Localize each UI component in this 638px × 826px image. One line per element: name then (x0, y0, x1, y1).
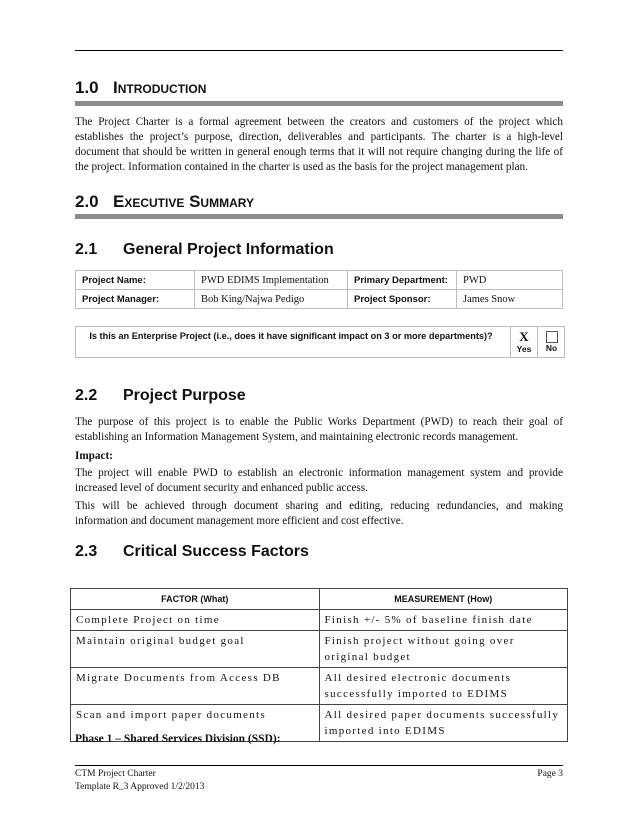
table-row (76, 290, 563, 309)
heading-critical-success-factors (75, 543, 309, 561)
factor-cell: Maintain original budget goal (71, 631, 320, 668)
project-name-label: Project Name: (76, 271, 195, 290)
table-row (76, 271, 563, 290)
section-number: 2.1 (75, 241, 98, 258)
phase-heading: Phase 1 – Shared Services Division (SSD): (75, 733, 281, 745)
section-title: Executive Summary (113, 192, 254, 211)
section-title: Introduction (113, 78, 207, 97)
impact-paragraph-1: The project will enable PWD to establish an electronic information management system and provide increased level of document security and enhanced public access. (75, 467, 563, 494)
heading-executive-summary (75, 192, 254, 212)
factor-cell: Complete Project on time (71, 610, 320, 631)
table-header-row (71, 589, 568, 610)
heading-project-purpose (75, 387, 246, 405)
section-title: General Project Information (123, 241, 334, 258)
factor-cell: Migrate Documents from Access DB (71, 668, 320, 705)
project-manager-value: Bob King/Najwa Pedigo (195, 290, 348, 309)
heading-bar (75, 214, 563, 219)
impact-paragraph-2: This will be achieved through document sharing and editing, reducing redundancies, and making information and document management more efficient and cost effective. (75, 500, 563, 527)
section-title: Critical Success Factors (123, 543, 309, 560)
section-number: 2.3 (75, 543, 98, 560)
heading-introduction (75, 78, 206, 98)
impact-label: Impact: (75, 450, 113, 462)
factor-cell: Scan and import paper documents (71, 705, 320, 742)
page-number: Page 3 (537, 769, 563, 779)
project-name-value: PWD EDIMS Implementation (195, 271, 348, 290)
heading-general-info (75, 241, 334, 259)
table-row (71, 610, 568, 631)
measurement-cell: Finish +/- 5% of baseline finish date (319, 610, 568, 631)
general-info-table (75, 270, 563, 309)
footer-title: CTM Project Charter (75, 769, 156, 779)
primary-department-label: Primary Department: (348, 271, 457, 290)
measurement-column-header: MEASUREMENT (How) (319, 589, 568, 610)
table-row (71, 668, 568, 705)
no-checkbox[interactable] (546, 331, 558, 343)
no-option[interactable] (537, 327, 565, 357)
purpose-paragraph: The purpose of this project is to enable the Public Works Department (PWD) to reach their goal of establishing an Information Management System, and maintaining electronic records management. (75, 416, 563, 443)
section-title: Project Purpose (123, 387, 246, 404)
project-sponsor-label: Project Sponsor: (348, 290, 457, 309)
no-label: No (545, 343, 558, 353)
table-row (71, 631, 568, 668)
critical-success-factors-table (70, 588, 568, 742)
primary-department-value: PWD (457, 271, 563, 290)
footer-template: Template R_3 Approved 1/2/2013 (75, 782, 205, 792)
measurement-cell: All desired electronic documents successfully imported to EDIMS (319, 668, 568, 705)
enterprise-question: Is this an Enterprise Project (i.e., does it have significant impact on 3 or more departments)? (89, 331, 493, 341)
project-manager-label: Project Manager: (76, 290, 195, 309)
heading-bar (75, 101, 563, 106)
factor-column-header: FACTOR (What) (71, 589, 320, 610)
header-rule (75, 50, 563, 51)
section-number: 1.0 (75, 78, 99, 97)
yes-label: Yes (516, 344, 532, 354)
yes-checkmark: X (519, 329, 529, 344)
measurement-cell: All desired paper documents successfully imported into EDIMS (319, 705, 568, 742)
section-number: 2.2 (75, 387, 98, 404)
intro-paragraph: The Project Charter is a formal agreement between the creators and customers of the project which establishes the project’s purpose, direction, deliverables and participants. The charter is a high-level document that should be written in general enough terms that it will not require changing during the life of the project. Information contained in the charter is used as the basis for the project management plan. (75, 116, 563, 173)
footer-rule (75, 765, 563, 766)
yes-option[interactable] (510, 327, 537, 357)
enterprise-project-box (75, 326, 565, 358)
section-number: 2.0 (75, 192, 99, 211)
project-sponsor-value: James Snow (457, 290, 563, 309)
measurement-cell: Finish project without going over original budget (319, 631, 568, 668)
